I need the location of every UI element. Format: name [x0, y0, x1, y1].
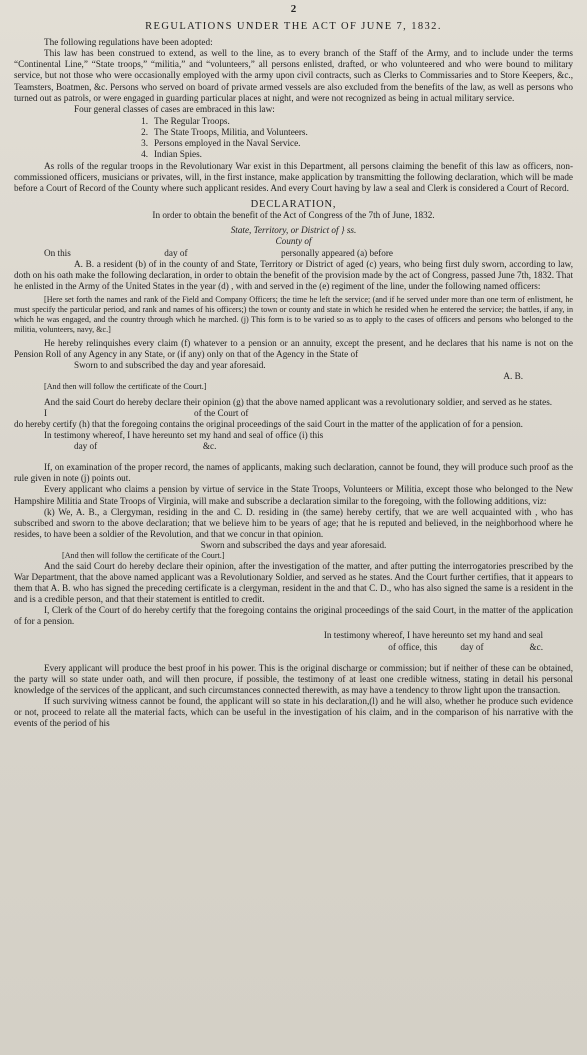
- best-proof-paragraph: Every applicant will produce the best proof in his power. This is the original discharge or commission; but if neither of these can be obtained, the party will so state under oath, and will then procure, if possible, the testimony of at least one credible witness, stating in detail his personal knowledge of the services of the applicant, and such circumstances connected therewith, as may have a tendency to throw light upon the transaction.: [14, 662, 573, 695]
- list-item: 1. The Regular Troops.: [141, 115, 230, 126]
- date-line: [14, 248, 573, 259]
- venue-state: State, Territory, or District of: [230, 225, 339, 236]
- list-item: 2. The State Troops, Militia, and Volunteers.: [141, 126, 308, 137]
- on-this-label: On this: [44, 247, 71, 258]
- certificate-note-2: [And then will follow the certificate of the Court.]: [62, 551, 225, 560]
- page-title: REGULATIONS UNDER THE ACT OF JUNE 7, 1832.: [145, 21, 442, 33]
- day-of-label: day of: [164, 247, 188, 258]
- court-opinion: And the said Court do hereby declare their opinion (g) that the above named applicant was a revolutionary soldier, and served as he states.: [44, 396, 553, 407]
- relinquish-paragraph: He hereby relinquishes every claim (f) whatever to a pension or an annuity, except the present, and he declares that his name is not on the Pension Roll of any Agency in any State, or (if any) only on that of the Agency in the State of: [14, 337, 573, 359]
- court-opinion-2: And the said Court do hereby declare their opinion, after the investigation of the matter, and after putting the interrogatories prescribed by the War Department, that the above named applicant was a Revolutionary Soldier, and served as he states. And the Court further certifies, that it appears to them that A. B. who has signed the preceding certificate is a clergyman, resident in the and that C. D., who has also signed the same is a resident in the and is a credible person, and that their statement is entitled to credit.: [14, 560, 573, 605]
- certificate-note: [And then will follow the certificate of the Court.]: [44, 381, 207, 391]
- testimony-line: In testimony whereof, I have hereunto set my hand and seal of office (i) this: [44, 430, 324, 441]
- classes-list: [130, 116, 573, 160]
- list-item: 4. Indian Spies.: [141, 148, 202, 159]
- testimony-line-2: In testimony whereof, I have hereunto set my hand and seal: [323, 630, 543, 641]
- personally-label: personally appeared (a) before: [281, 247, 393, 258]
- testimony-date-2: of office, this day of &c.: [388, 641, 543, 652]
- sworn-line: Sworn to and subscribed the day and year aforesaid.: [74, 359, 266, 370]
- witness-paragraph: If such surviving witness cannot be found, the applicant will so state in his declaration,(l) and he will also, whether he produce such evidence or not, proceed to relate all the material facts, which can be useful in the investigation of his claim, and in the comparison of his narrative with the events of the period of his: [14, 695, 573, 729]
- venue-county: County of: [275, 236, 312, 247]
- signature-ab: A. B.: [503, 370, 523, 381]
- clergyman-paragraph: (k) We, A. B., a Clergyman, residing in the and C. D. residing in (the same) hereby certify, that we are well acquainted with , who has subscribed and sworn to the above declaration; that we believe him to be years of age; that he is reputed and believed, in the neighborhood where he resides, to have been a soldier of the Revolution, and that we concur in that opinion.: [14, 506, 573, 539]
- classes-intro: Four general classes of cases are embraced in this law:: [74, 103, 275, 114]
- declaration-body: A. B. a resident (b) of in the county of and State, Territory or District of aged (c) years, who being first duly sworn, according to law, doth on his oath make the following declaration, in order to obtain the benefit of the provision made by the act of Congress, passed June 7th, 1832. That he enlisted in the Army of the United States in the year (d) , with and served in the (e) regiment of the line, under the following named officers:: [14, 258, 573, 291]
- declaration-heading: DECLARATION,: [250, 199, 337, 211]
- if-paragraph: If, on examination of the proper record, the names of applicants, making such declaration, cannot be found, they will produce such proof as the rule given in note (j) points out.: [14, 462, 573, 484]
- scope-paragraph: This law has been construed to extend, as well to the line, as to every branch of the Staff of the Army, and to include under the terms “Continental Line,” “State troops,” “militia,” and “volunteers,” all persons enlisted, drafted, or who volunteered and who were bound to military service, but not those who were occasionally employed with the army upon civil contracts, such as Clerks to Commissaries and to Store Keepers, &c., Teamsters, Boatmen, &c. Persons who served on board of private armed vessels are also excluded from the benefits of the law, as well as persons who turned out as patrols, or were engaged in guarding particular places at night, and were not recognized as being in actual military service.: [14, 48, 573, 103]
- venue-ss: } ss.: [340, 225, 357, 236]
- page-number: 2: [290, 3, 297, 15]
- certify-paragraph: do hereby certify (h) that the foregoing contains the original proceedings of the said Court in the matter of the application of for a pension.: [14, 418, 523, 429]
- clerk-paragraph: I, Clerk of the Court of do hereby certify that the foregoing contains the original proceedings of the said Court, in the matter of the application of for a pension.: [14, 605, 573, 627]
- venue-block: [14, 225, 573, 247]
- rolls-paragraph: As rolls of the regular troops in the Revolutionary War exist in this Department, all persons claiming the benefit of this law as officers, non-commissioned officers, musicians or privates, will, in the first instance, make application by transmitting the following declaration, which will be made before a Court of Record of the County where such applicant resides. And every Court having by law a seal and Clerk is considered a Court of Record.: [14, 160, 573, 194]
- court-line: I of the Court of: [44, 407, 249, 418]
- militia-paragraph: Every applicant who claims a pension by virtue of service in the State Troops, Volunteers or Militia, except those who belonged to the New Hampshire Militia and State Troops of Virginia, will make and subscribe a declaration similar to the foregoing, with the following additions, viz:: [14, 484, 573, 506]
- testimony-date: day of &c.: [74, 441, 217, 452]
- declaration-subheading: In order to obtain the benefit of the Act of Congress of the 7th of June, 1832.: [152, 210, 435, 221]
- testimony-block: [14, 630, 573, 652]
- intro-text: The following regulations have been adopted:: [44, 37, 213, 48]
- list-item: 3. Persons employed in the Naval Service.: [141, 137, 301, 148]
- sworn-line-2: Sworn and subscribed the days and year aforesaid.: [200, 539, 387, 550]
- declaration-note: [Here set forth the names and rank of the Field and Company Officers; the time he left the service; (and if he served under more than one term of enlistment, he must specify the particular period, and rank and names of his officers;) the town or county and state in which he resided when he entered the service; the battles, if any, in which he was engaged, and the country through which he marched. (j) This form is to be varied so as to apply to the cases of officers and persons who belonged to the militia, volunteers, navy, &c.]: [14, 294, 573, 334]
